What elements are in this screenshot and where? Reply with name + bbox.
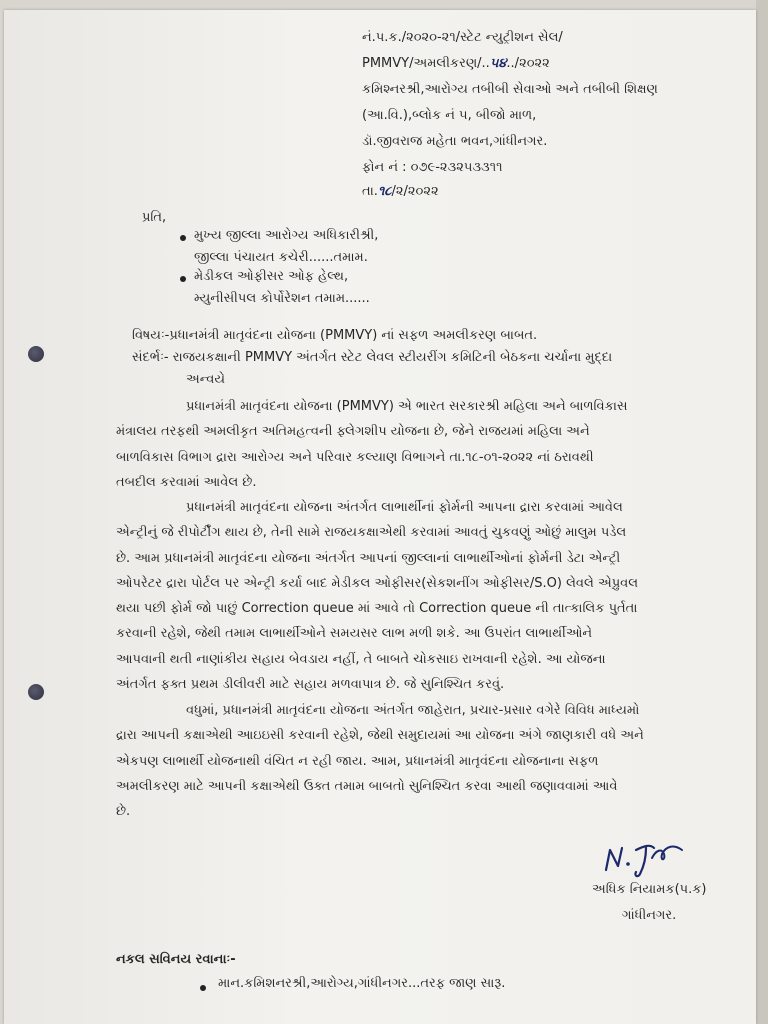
paragraph-line: પ્રધાનમંત્રી માતૃવંદના યોજના (PMMVY) એ ભારત સરકારશ્રી મહિલા અને બાળવિકાસ xyxy=(186,399,628,414)
paragraph-line: ઓપરેટર દ્રારા પોર્ટલ પર એન્ટ્રી કર્યા બાદ મેડીકલ ઓફીસર(સેકશનીંગ ઓફીસર/S.O) લેવલે એપ્રુવલ xyxy=(116,575,639,591)
punch-hole xyxy=(28,346,44,362)
copy-to-label: નકલ સવિનય રવાનાઃ- xyxy=(116,952,236,967)
reference-number-line2 xyxy=(362,56,550,72)
bullet-icon xyxy=(200,985,206,991)
paragraph-2 xyxy=(116,495,736,697)
to-label: પ્રતિ, xyxy=(142,210,167,225)
paragraph-line: કરવાની રહેશે, જેથી તમામ લાભાર્થીઓને સમયસર લાભ મળી શકે. આ ઉપરાંત લાભાર્થીઓને xyxy=(116,626,593,642)
recipient-2-line1: મેડીકલ ઓફીસર ઓફ હેલ્થ, xyxy=(194,269,349,284)
paragraph-3 xyxy=(116,698,736,824)
reference-text: PMMVY/અમલીકરણ/.. xyxy=(362,56,490,71)
reference-line-cont: અન્વયે xyxy=(186,372,225,387)
paragraph-line: એકપણ લાભાર્થી યોજનાથી વંચિત ન રહી જાય. આમ, પ્રધાનમંત્રી માતૃવંદના યોજનાના સફળ xyxy=(116,753,599,769)
paragraph-line: અમલીકરણ માટે આપની કક્ષાએથી ઉક્ત તમામ બાબતો સુનિશ્ચિત કરવા આથી જણાવવામાં આવે xyxy=(116,778,618,794)
letter-page xyxy=(4,10,756,1024)
paragraph-line: બાળવિકાસ વિભાગ દ્રારા આરોગ્ય અને પરિવાર કલ્યાણ વિભાગને તા.૧૮-૦૧-૨૦૨૨ નાં ઠરાવથી xyxy=(116,449,594,465)
bullet-icon xyxy=(180,276,186,282)
subject-line: વિષયઃ-પ્રધાનમંત્રી માતૃવંદના યોજના (PMMVY) નાં સફળ અમલીકરણ બાબત. xyxy=(132,328,538,343)
background-strip xyxy=(756,0,768,1024)
recipient-1-line2: જીલ્લા પંચાયત કચેરી......તમામ. xyxy=(194,250,368,265)
paragraph-line: એન્ટ્રીનું જે રીપોર્ટીંગ થાય છે, તેની સામે રાજયકક્ષાએથી કરવામાં આવતું ચુકવણું ઓછું માલુમ પડેલ xyxy=(116,525,627,541)
recipient-1-line1: મુખ્ય જીલ્લા આરોગ્ય અધિકારીશ્રી, xyxy=(194,228,379,243)
paragraph-line: પ્રધાનમંત્રી માતૃવંદના યોજના અંતર્ગત લાભાર્થીનાં ફોર્મની આપના દ્રારા કરવામાં આવેલ xyxy=(186,500,623,515)
letter-date xyxy=(362,184,439,200)
paragraph-line: છે. xyxy=(116,804,131,820)
signatory-place: ગાંધીનગર. xyxy=(622,908,677,923)
reference-year: ../૨૦૨૨ xyxy=(506,56,550,71)
handwritten-signature xyxy=(600,836,690,880)
reference-number: નં.પ.ક./૨૦૨૦-૨૧/સ્ટેટ ન્યુટ્રીશન સેલ/ xyxy=(362,30,563,45)
handwritten-day: ૧૮ xyxy=(377,184,392,199)
recipient-2-line2: મ્યુનીસીપલ કોર્પોરેશન તમામ...... xyxy=(194,291,370,306)
office-address-line2: (આ.વિ.),બ્લોક નં ૫, બીજો માળ, xyxy=(362,108,537,123)
paragraph-line: છે. આમ પ્રધાનમંત્રી માતૃવંદના યોજના અંતર્ગત આપનાં જીલ્લાનાં લાભાર્થીઓનાં ફોર્મની ડેટા એન્ટ્રી xyxy=(116,550,621,566)
phone-number: ફોન નં : ૦૭૯-૨૩૨૫૩૩૧૧ xyxy=(362,160,503,175)
paragraph-line: વધુમાં, પ્રધાનમંત્રી માતૃવંદના યોજના અંતર્ગત જાહેરાત, પ્રચાર-પ્રસાર વગેરે વિવિધ માધ્યમો xyxy=(186,703,640,718)
bullet-icon xyxy=(180,235,186,241)
date-prefix: તા. xyxy=(362,184,378,199)
copy-recipient-1: માન.કમિશનરશ્રી,આરોગ્ય,ગાંધીનગર...તરફ જાણ સારૂ. xyxy=(218,976,506,991)
date-month-year: /૨/૨૦૨૨ xyxy=(391,184,439,199)
office-address-line3: ડૉ.જીવરાજ મહેતા ભવન,ગાંધીનગર. xyxy=(362,134,548,149)
paragraph-line: તબદીલ કરવામાં આવેલ છે. xyxy=(116,474,257,490)
paragraph-1 xyxy=(116,394,736,495)
paragraph-line: અંતર્ગત ફક્ત પ્રથમ ડીલીવરી માટે સહાય મળવાપાત્ર છે. જે સુનિશ્ચિત કરવું. xyxy=(116,677,505,693)
paragraph-line: થયા પછી ફોર્મ જો પાછું Correction queue માં આવે તો Correction queue ની તાત્કાલિક પુર્તતા xyxy=(116,601,638,617)
punch-hole xyxy=(28,684,44,700)
reference-line: સંદર્ભઃ- રાજયકક્ષાની PMMVY અંતર્ગત સ્ટેટ લેવલ સ્ટીયરીંગ કમિટિની બેઠકના ચર્ચાના મુદ્દા xyxy=(132,350,613,365)
paragraph-line: દ્રારા આપની કક્ષાએથી આઇઇસી કરવાની રહેશે, જેથી સમુદાયમાં આ યોજના અંગે જાણકારી વધે અને xyxy=(116,728,644,744)
paragraph-line: મંત્રાલય તરફથી અમલીકૃત અતિમહત્વની ફ્લેગશીપ યોજના છે, જેને રાજયમાં મહિલા અને xyxy=(116,424,590,440)
paragraph-line: આપવાની થતી નાણાંકીય સહાય બેવડાય નહીં, તે બાબતે ચોકસાઇ રાખવાની રહેશે. આ યોજના xyxy=(116,651,606,667)
signatory-designation: અધિક નિયામક(પ.ક) xyxy=(592,882,707,897)
handwritten-outward-number: ૫૪ xyxy=(489,56,507,71)
office-address-line1: કમિશ્નરશ્રી,આરોગ્ય તબીબી સેવાઓ અને તબીબી શિક્ષણ xyxy=(362,82,658,97)
